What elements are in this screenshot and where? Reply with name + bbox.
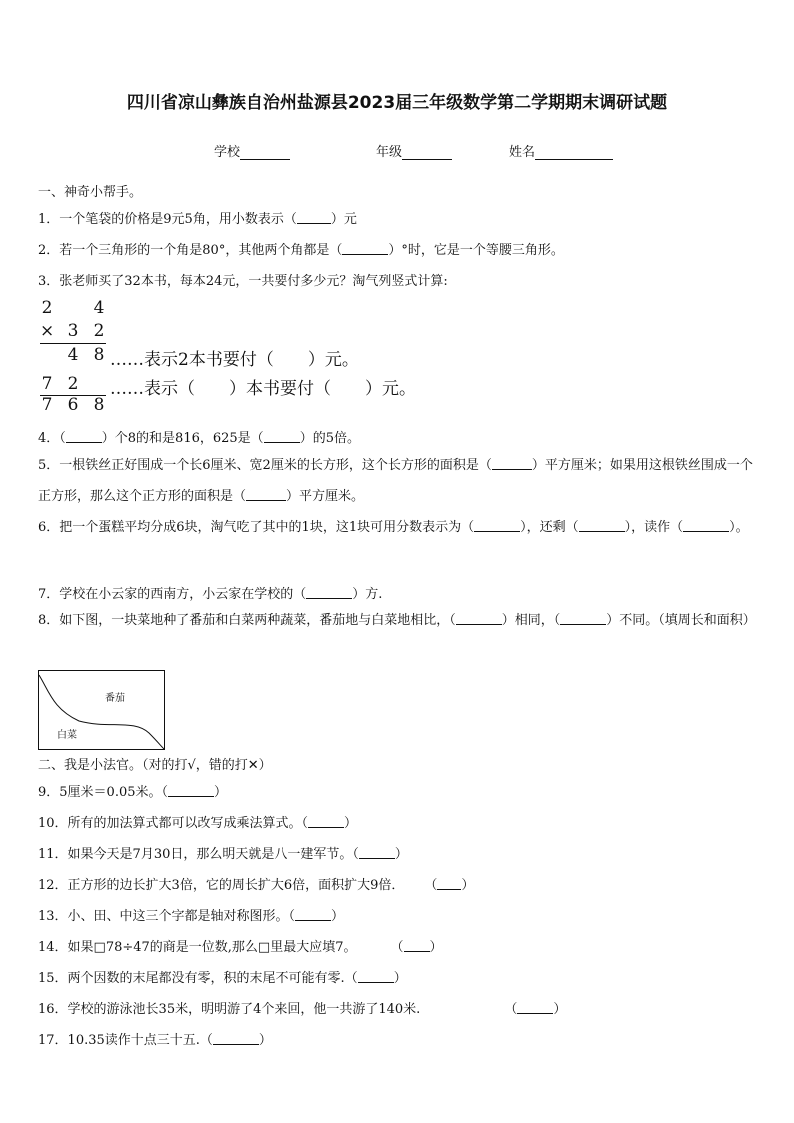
answer-blank[interactable] — [168, 784, 214, 797]
question-9: 9．5厘米＝0.05米。（ ） — [38, 785, 228, 800]
answer-blank[interactable] — [358, 970, 394, 983]
question-8: 8．如下图，一块菜地种了番茄和白菜两种蔬菜，番茄地与白菜地相比，（ ）相同，（ ）不同。（填周长和面积） — [38, 613, 756, 628]
answer-blank[interactable] — [492, 457, 532, 470]
calc-digit: 3 — [67, 321, 79, 341]
calc-digit: 4 — [93, 298, 105, 318]
answer-blank[interactable] — [308, 815, 344, 828]
vegetable-field-figure — [38, 670, 165, 750]
question-13: 13．小、田、中这三个字都是轴对称图形。（ ） — [38, 909, 345, 924]
answer-blank[interactable] — [342, 242, 388, 255]
calc-digit: 7 — [41, 374, 53, 394]
section-2-heading: 二、我是小法官。（对的打√，错的打✕） — [38, 758, 272, 773]
calc-digit: 8 — [93, 395, 105, 415]
answer-blank[interactable] — [246, 488, 286, 501]
calc-digit: 8 — [93, 345, 105, 365]
question-2: 2．若一个三角形的一个角是80°，其他两个角都是（ ）°时，它是一个等腰三角形。 — [38, 243, 564, 258]
school-blank[interactable] — [240, 146, 290, 160]
name-blank[interactable] — [535, 146, 613, 160]
grade-blank[interactable] — [402, 146, 452, 160]
answer-blank[interactable] — [295, 908, 331, 921]
question-17: 17．10.35读作十点三十五.（ ） — [38, 1033, 272, 1048]
question-1: 1．一个笔袋的价格是9元5角，用小数表示（ ）元 — [38, 212, 357, 227]
answer-blank[interactable] — [359, 846, 395, 859]
calc-digit: 2 — [93, 321, 105, 341]
answer-blank[interactable] — [560, 612, 606, 625]
question-5: 5．一根铁丝正好围成一个长6厘米、宽2厘米的长方形，这个长方形的面积是（ ）平方厘米；如果用这根铁丝围成一个正方形，那么这个正方形的面积是（ ）平方厘米。 — [38, 458, 753, 504]
answer-blank[interactable] — [213, 1032, 259, 1045]
answer-blank[interactable] — [456, 612, 502, 625]
grade-label: 年级 — [376, 145, 403, 160]
question-16: 16．学校的游泳池长35米，明明游了4个来回，他一共游了140米. （ ） — [38, 1002, 567, 1017]
tomato-label: 番茄 — [105, 693, 125, 704]
answer-blank[interactable] — [517, 1001, 553, 1014]
school-field — [214, 141, 290, 160]
vertical-calculation — [40, 298, 440, 418]
grade-field — [376, 141, 452, 160]
question-11: 11．如果今天是7月30日，那么明天就是八一建军节。（ ） — [38, 847, 408, 862]
answer-blank[interactable] — [474, 519, 520, 532]
calc-note-1: ……表示2本书要付（ ）元。 — [110, 350, 359, 370]
calc-digit: 4 — [67, 345, 79, 365]
name-label: 姓名 — [509, 145, 536, 160]
calc-digit: 7 — [41, 395, 53, 415]
answer-blank[interactable] — [297, 211, 331, 224]
page-title: 四川省凉山彝族自治州盐源县2023届三年级数学第二学期期末调研试题 — [126, 93, 668, 113]
question-3: 3．张老师买了32本书，每本24元，一共要付多少元？淘气列竖式计算: — [38, 274, 448, 289]
section-1-heading: 一、神奇小帮手。 — [38, 185, 143, 200]
answer-blank[interactable] — [404, 939, 430, 952]
question-15: 15．两个因数的末尾都没有零，积的末尾不可能有零.（ ） — [38, 971, 407, 986]
calc-note-2: ……表示（ ）本书要付（ ）元。 — [110, 379, 416, 399]
cabbage-label: 白菜 — [57, 730, 77, 741]
calc-digit: 2 — [67, 374, 79, 394]
answer-blank[interactable] — [66, 430, 102, 443]
name-field — [509, 141, 613, 160]
answer-blank[interactable] — [683, 519, 729, 532]
answer-blank[interactable] — [437, 877, 461, 890]
question-12: 12．正方形的边长扩大3倍，它的周长扩大6倍，面积扩大9倍． （ ） — [38, 878, 475, 893]
school-label: 学校 — [214, 145, 241, 160]
answer-blank[interactable] — [579, 519, 625, 532]
times-sign: × — [40, 321, 55, 341]
calc-digit: 6 — [67, 395, 79, 415]
question-7: 7．学校在小云家的西南方，小云家在学校的（ ）方. — [38, 587, 383, 602]
calc-rule — [40, 343, 106, 344]
question-10: 10．所有的加法算式都可以改写成乘法算式。（ ） — [38, 816, 358, 831]
question-6: 6．把一个蛋糕平均分成6块，淘气吃了其中的1块，这1块可用分数表示为（ ），还剩（ ），读作（ ）。 — [38, 520, 749, 535]
question-4: 4．（ ）个8的和是816，625是（ ）的5倍。 — [38, 431, 360, 446]
calc-digit: 2 — [41, 298, 53, 318]
answer-blank[interactable] — [306, 586, 352, 599]
answer-blank[interactable] — [264, 430, 300, 443]
question-14: 14．如果□78÷47的商是一位数,那么□里最大应填7。 （ ） — [38, 940, 443, 955]
